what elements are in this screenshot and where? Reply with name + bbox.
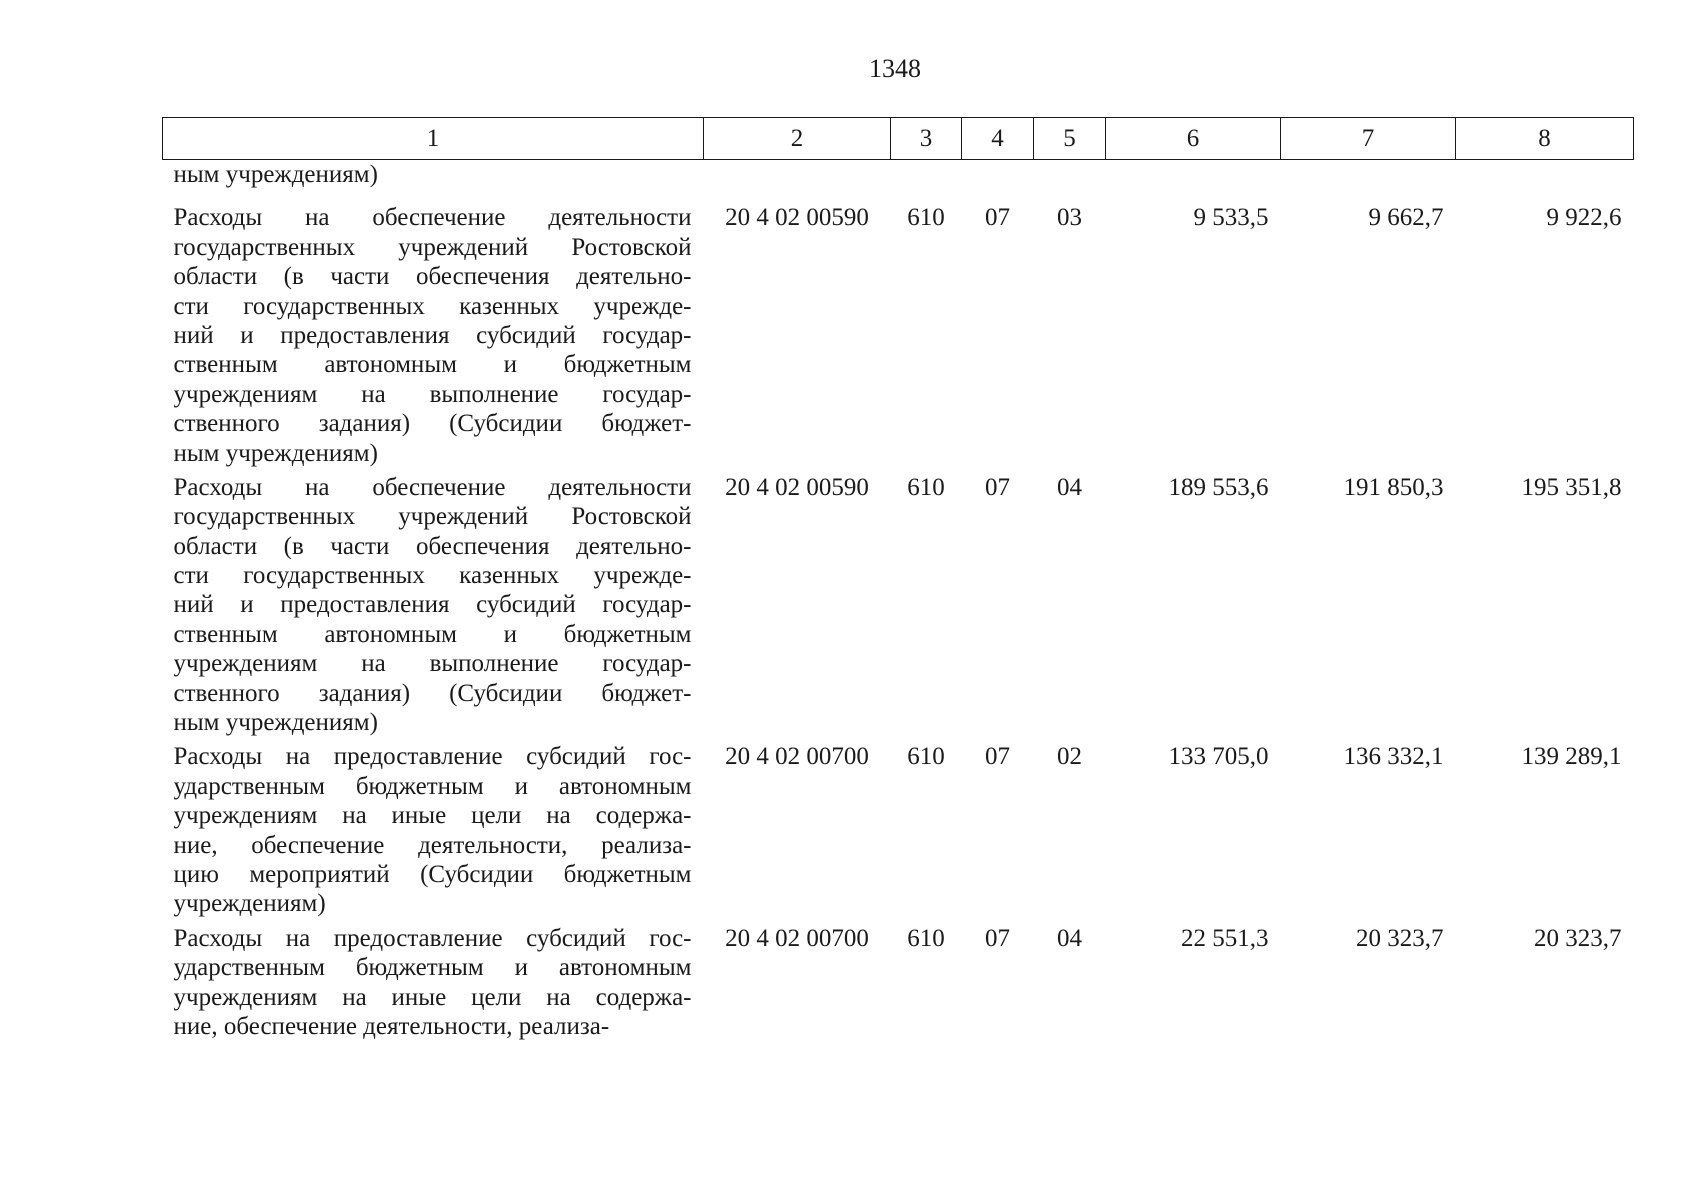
subsection-code: 02 xyxy=(1057,743,1082,771)
description-line: учреждениям на выполнение государ- xyxy=(173,650,692,678)
amount-year-2: 9 662,7 xyxy=(1368,204,1444,232)
amount-year-1: 22 551,3 xyxy=(1181,924,1269,952)
column-header: 1 xyxy=(163,118,704,160)
table-body xyxy=(163,160,1634,1042)
description-line: цию мероприятий (Субсидии бюджетным xyxy=(173,861,692,888)
subsection-code: 03 xyxy=(1057,204,1082,232)
description-line: ударственным бюджетным и автономным xyxy=(173,954,692,982)
description-line: ние, обеспечение деятельности, реализа- xyxy=(173,831,692,859)
column-header: 3 xyxy=(891,118,962,160)
amount-year-1: 9 533,5 xyxy=(1193,204,1269,232)
description-line: государственных учреждений Ростовской xyxy=(173,503,692,531)
section-code: 07 xyxy=(985,204,1010,232)
description-line: ственного задания) (Субсидии бюджет- xyxy=(173,410,692,438)
amount-year-3: 195 351,8 xyxy=(1521,473,1622,501)
subsection-code: 04 xyxy=(1057,473,1082,501)
page-number: 1348 xyxy=(869,54,921,83)
target-article-code: 20 4 02 00700 xyxy=(725,924,869,952)
description-line: ственным автономным и бюджетным xyxy=(173,351,692,379)
description-line: ударственным бюджетным и автономным xyxy=(173,772,692,800)
continuation-text: ным учреждениям) xyxy=(173,161,378,188)
expense-type: 610 xyxy=(907,473,945,501)
amount-year-2: 136 332,1 xyxy=(1343,743,1444,771)
description-line: Расходы на обеспечение деятельности xyxy=(173,473,692,501)
description-line: учреждениям на иные цели на содержа- xyxy=(173,802,692,830)
amount-year-1: 133 705,0 xyxy=(1168,743,1269,771)
description-line: Расходы на предоставление субсидий гос- xyxy=(173,924,692,952)
description-line: области (в части обеспечения деятельно- xyxy=(173,532,692,560)
description-line: сти государственных казенных учрежде- xyxy=(173,292,692,320)
subsection-code: 04 xyxy=(1057,924,1082,952)
description-line: области (в части обеспечения деятельно- xyxy=(173,263,692,291)
expense-type: 610 xyxy=(907,204,945,232)
description-line: ние, обеспечение деятельности, реализа- xyxy=(173,1012,610,1040)
expense-type: 610 xyxy=(907,743,945,771)
continuation-row xyxy=(163,160,1634,204)
amount-year-3: 139 289,1 xyxy=(1521,743,1622,771)
target-article-code: 20 4 02 00700 xyxy=(725,743,869,771)
budget-table xyxy=(162,117,1634,1041)
section-code: 07 xyxy=(985,924,1010,952)
description-line: ным учреждениям) xyxy=(173,709,378,737)
column-header: 4 xyxy=(962,118,1034,160)
description-line: учреждениям) xyxy=(173,890,326,918)
column-header: 2 xyxy=(704,118,891,160)
description-line: Расходы на предоставление субсидий гос- xyxy=(173,743,692,771)
row-description xyxy=(163,742,704,923)
table-header-row xyxy=(163,118,1634,160)
row-description xyxy=(163,924,704,1042)
column-header: 8 xyxy=(1456,118,1634,160)
section-code: 07 xyxy=(985,743,1010,771)
expense-type: 610 xyxy=(907,924,945,952)
description-line: ным учреждениям) xyxy=(173,439,378,467)
table-row xyxy=(163,742,1634,923)
column-header: 5 xyxy=(1034,118,1106,160)
amount-year-3: 9 922,6 xyxy=(1546,204,1622,232)
amount-year-2: 191 850,3 xyxy=(1343,473,1444,501)
description-line: ний и предоставления субсидий государ- xyxy=(173,591,692,619)
target-article-code: 20 4 02 00590 xyxy=(725,204,869,232)
table-row xyxy=(163,473,1634,743)
amount-year-3: 20 323,7 xyxy=(1534,924,1622,952)
column-header: 7 xyxy=(1281,118,1456,160)
description-line: ственного задания) (Субсидии бюджет- xyxy=(173,679,692,707)
description-line: государственных учреждений Ростовской xyxy=(173,233,692,261)
description-line: ственным автономным и бюджетным xyxy=(173,620,692,648)
table-row xyxy=(163,203,1634,473)
row-description xyxy=(163,473,704,743)
section-code: 07 xyxy=(985,473,1010,501)
description-line: учреждениям на иные цели на содержа- xyxy=(173,983,692,1011)
amount-year-1: 189 553,6 xyxy=(1168,473,1269,501)
table-row xyxy=(163,924,1634,1042)
description-line: ний и предоставления субсидий государ- xyxy=(173,321,692,349)
amount-year-2: 20 323,7 xyxy=(1356,924,1444,952)
column-header: 6 xyxy=(1106,118,1281,160)
description-line: учреждениям на выполнение государ- xyxy=(173,380,692,408)
description-line: сти государственных казенных учрежде- xyxy=(173,562,692,590)
description-line: Расходы на обеспечение деятельности xyxy=(173,204,692,232)
target-article-code: 20 4 02 00590 xyxy=(725,473,869,501)
row-description xyxy=(163,203,704,473)
